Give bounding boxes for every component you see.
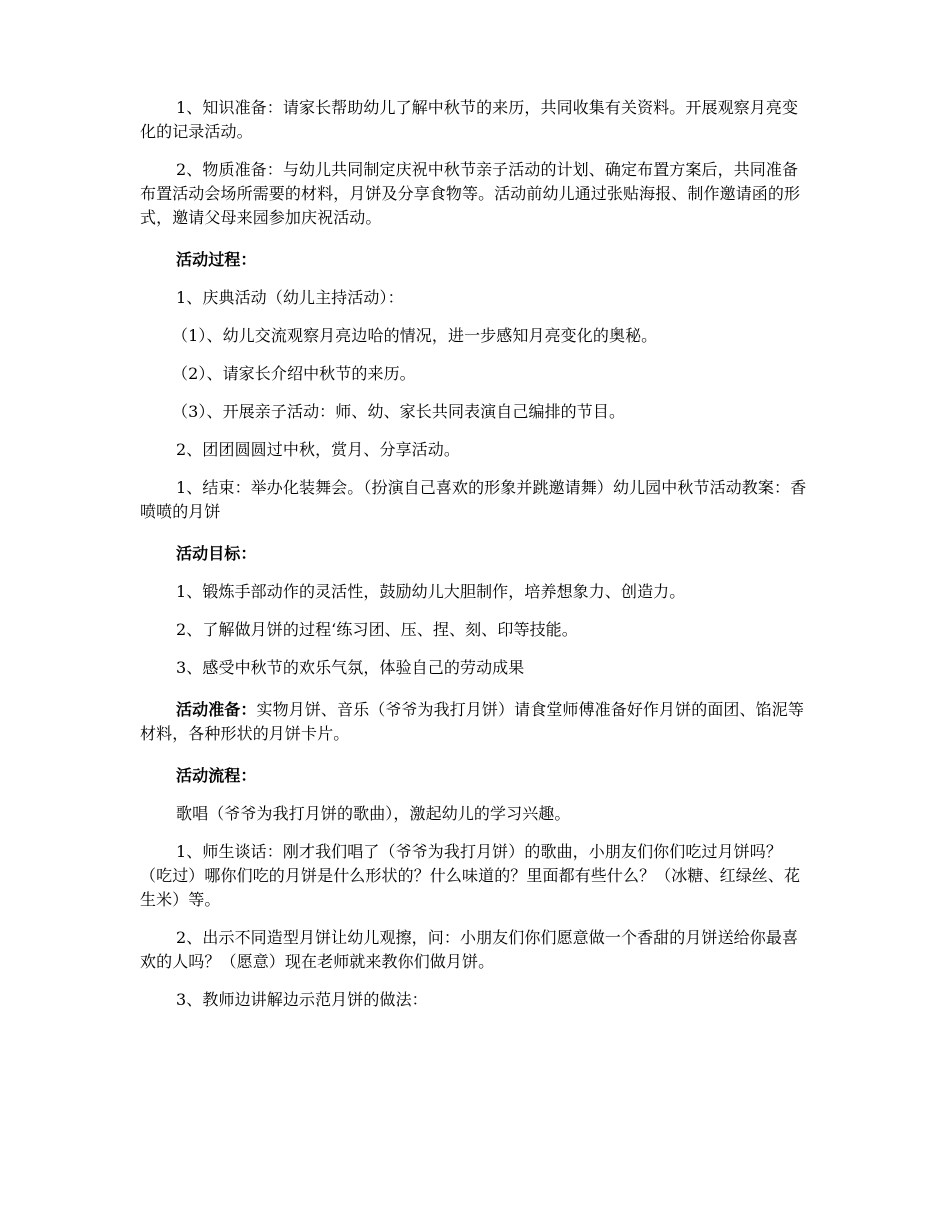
prep-material-paragraph: 2、物质准备：与幼儿共同制定庆祝中秋节亲子活动的计划、确定布置方案后，共同准备布置活动会场所需要的材料，月饼及分享食物等。活动前幼儿通过张贴海报、制作邀请函的形式，邀请父母来园参加庆祝活动。 <box>140 160 801 227</box>
process-item-1b: （2）、请家长介绍中秋节的来历。 <box>172 364 416 383</box>
preparation-text: 实物月饼、音乐（爷爷为我打月饼）请食堂师傅准备好作月饼的面团、馅泥等材料，各种形状的月饼卡片。 <box>140 700 804 743</box>
process-end-paragraph: 1、结束：举办化装舞会。（扮演自己喜欢的形象并跳邀请舞）幼儿园中秋节活动教案：香喷喷的月饼 <box>140 478 807 521</box>
flow-heading: 活动流程： <box>176 766 257 785</box>
goals-heading: 活动目标： <box>176 544 257 563</box>
flow-item-3: 3、教师边讲解边示范月饼的做法： <box>176 990 428 1009</box>
process-heading: 活动过程： <box>176 250 257 269</box>
flow-intro: 歌唱（爷爷为我打月饼的歌曲），激起幼儿的学习兴趣。 <box>176 804 571 823</box>
process-item-1c: （3）、开展亲子活动：师、幼、家长共同表演自己编排的节目。 <box>172 402 626 421</box>
flow-item-2: 2、出示不同造型月饼让幼儿观擦，问：小朋友们你们愿意做一个香甜的月饼送给你最喜欢的人吗？（愿意）现在老师就来教你们做月饼。 <box>140 928 799 971</box>
preparation-label: 活动准备： <box>176 700 257 719</box>
flow-item-1: 1、师生谈话：刚才我们唱了（爷爷为我打月饼）的歌曲，小朋友们你们吃过月饼吗？（吃过）哪你们吃的月饼是什么形状的？什么味道的？里面都有些什么？（冰糖、红绿丝、花生米）等。 <box>140 842 801 909</box>
goal-item-1: 1、锻炼手部动作的灵活性，鼓励幼儿大胆制作，培养想象力、创造力。 <box>176 582 686 601</box>
goal-item-2: 2、了解做月饼的过程‘练习团、压、捏、刻、印等技能。 <box>176 620 578 639</box>
process-item-1: 1、庆典活动（幼儿主持活动）： <box>176 288 404 307</box>
document-page <box>140 96 812 1012</box>
prep-knowledge-paragraph: 1、知识准备：请家长帮助幼儿了解中秋节的来历，共同收集有关资料。开展观察月亮变化的记录活动。 <box>140 98 799 141</box>
goal-item-3: 3、感受中秋节的欢乐气氛，体验自己的劳动成果 <box>176 658 525 677</box>
process-item-2: 2、团团圆圆过中秋，赏月、分享活动。 <box>176 440 460 459</box>
preparation-paragraph <box>140 698 812 746</box>
process-item-1a: （1）、幼儿交流观察月亮边哈的情况，进一步感知月亮变化的奥秘。 <box>172 326 658 345</box>
